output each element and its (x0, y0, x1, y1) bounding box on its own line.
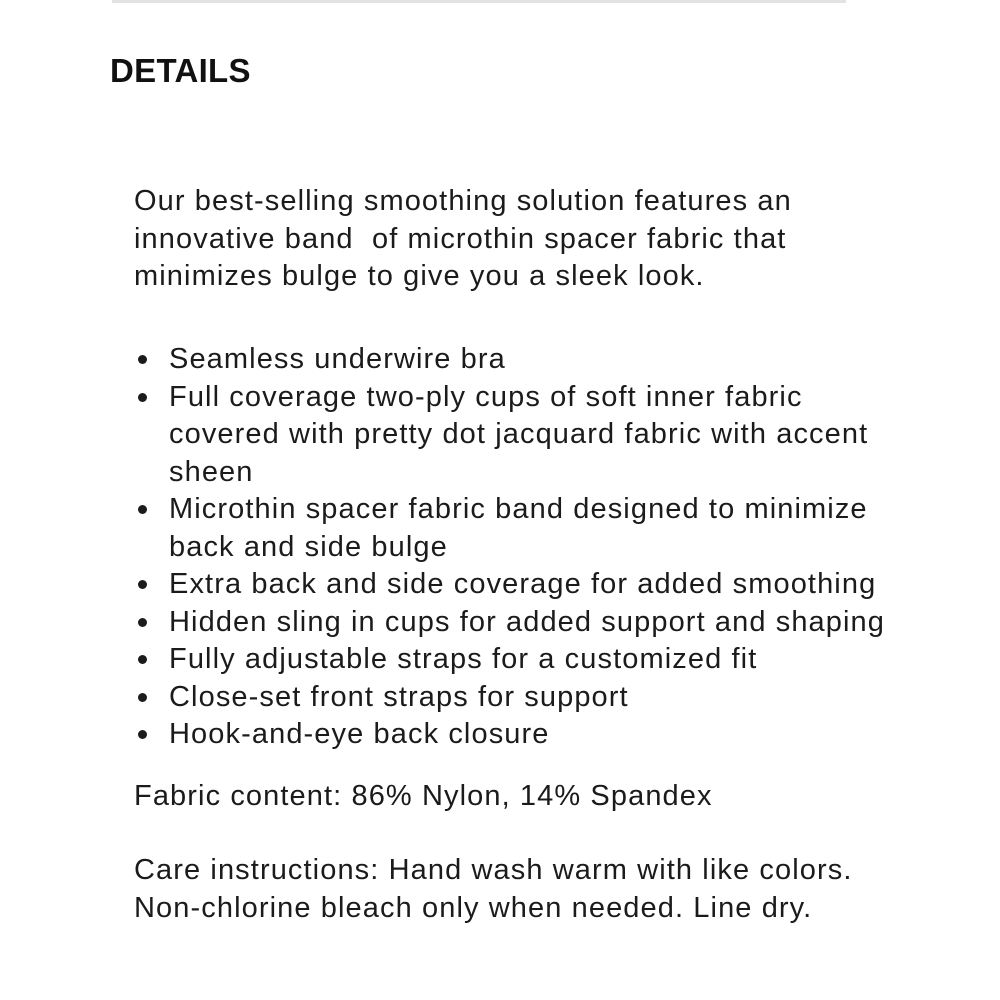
bullet-icon (138, 355, 147, 364)
bullet-icon (138, 693, 147, 702)
feature-text: Microthin spacer fabric band designed to minimize back and side bulge (169, 493, 868, 563)
bullet-icon (138, 580, 147, 589)
feature-list (134, 341, 904, 754)
feature-item (134, 716, 904, 754)
feature-text: Seamless underwire bra (169, 343, 506, 375)
details-heading: DETAILS (110, 52, 251, 89)
bullet-icon (138, 618, 147, 627)
feature-item (134, 379, 904, 492)
top-divider (112, 0, 846, 3)
feature-text: Close-set front straps for support (169, 680, 629, 713)
bullet-icon (138, 655, 147, 664)
feature-text: Full coverage two-ply cups of soft inner fabric covered with pretty dot jacquard fabric with accent sheen (169, 380, 869, 488)
feature-item (134, 641, 904, 679)
feature-item (134, 566, 904, 604)
bullet-icon (138, 730, 147, 739)
fabric-content: Fabric content: 86% Nylon, 14% Spandex (134, 780, 713, 812)
product-description: Our best-selling smoothing solution features an innovative band of microthin spacer fabric that minimizes bulge to give you a sleek look. (134, 185, 801, 292)
feature-text: Extra back and side coverage for added smoothing (169, 568, 877, 600)
feature-text: Hidden sling in cups for added support and shaping (169, 605, 886, 638)
feature-item (134, 341, 904, 379)
feature-text: Fully adjustable straps for a customized fit (169, 643, 758, 675)
feature-item (134, 679, 904, 717)
feature-item (134, 491, 904, 566)
feature-item (134, 604, 904, 642)
bullet-icon (138, 393, 147, 402)
bullet-icon (138, 505, 147, 514)
feature-text: Hook-and-eye back closure (169, 718, 550, 750)
care-instructions: Care instructions: Hand wash warm with like colors. Non-chlorine bleach only when needed. Line dry. (134, 854, 853, 924)
